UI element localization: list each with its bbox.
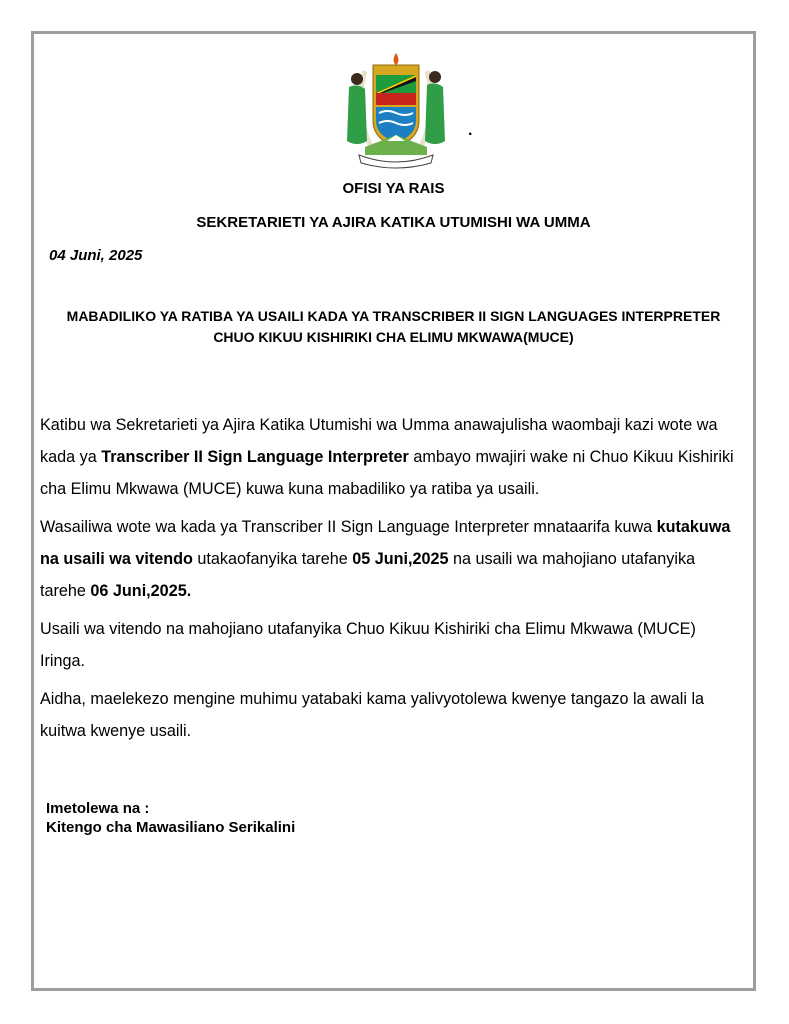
paragraph-3: Usaili wa vitendo na mahojiano utafanyika Chuo Kikuu Kishiriki cha Elimu Mkwawa (MUCE) Iringa. [40, 620, 696, 670]
document-date: 04 Juni, 2025 [49, 247, 143, 264]
p2-bold-date-2: 06 Juni,2025. [90, 582, 192, 600]
paragraph-4: Aidha, maelekezo mengine muhimu yatabaki kama yalivyotolewa kwenye tangazo la awali la kuitwa kwenye usaili. [40, 690, 705, 740]
paragraph-1 [40, 409, 743, 505]
p1-text-a: Katibu wa Sekretarieti ya Ajira Katika Utumishi wa Umma anawajulisha waombaji kazi wote wa kada ya [40, 416, 718, 466]
p2-bold-date-1: 05 Juni,2025 [352, 550, 449, 568]
p1-text-c: ambayo mwajiri wake ni Chuo Kikuu Kishiriki cha Elimu Mkwawa (MUCE) kuwa kuna mabadiliko ya ratiba ya usaili. [40, 448, 734, 498]
coat-of-arms-emblem [343, 51, 449, 169]
p2-text-c: utakaofanyika tarehe [192, 550, 353, 568]
office-title: OFISI YA RAIS [342, 180, 445, 197]
decorative-dot: . [468, 122, 473, 139]
secretariat-title: SEKRETARIETI YA AJIRA KATIKA UTUMISHI WA UMMA [196, 214, 591, 231]
notice-body [40, 409, 743, 753]
p2-text-a: Wasailiwa wote wa kada ya Transcriber II Sign Language Interpreter mnataarifa kuwa [40, 518, 657, 536]
notice-heading [54, 308, 733, 346]
document-page [31, 31, 756, 991]
heading-line-1: MABADILIKO YA RATIBA YA USAILI KADA YA TRANSCRIBER II SIGN LANGUAGES INTERPRETER [66, 308, 721, 324]
paragraph-2 [40, 511, 743, 607]
p2-text-e: na usaili wa mahojiano utafanyika tarehe [40, 550, 696, 600]
p2-bold-practical: kutakuwa na usaili wa vitendo [40, 518, 731, 568]
signature-issuer: Kitengo cha Mawasiliano Serikalini [46, 819, 296, 836]
signature-label: Imetolewa na : [46, 800, 150, 817]
signature-block [46, 799, 295, 837]
p1-bold-cadre: Transcriber II Sign Language Interpreter [101, 448, 409, 466]
heading-line-2: CHUO KIKUU KISHIRIKI CHA ELIMU MKWAWA(MUCE) [213, 329, 574, 345]
